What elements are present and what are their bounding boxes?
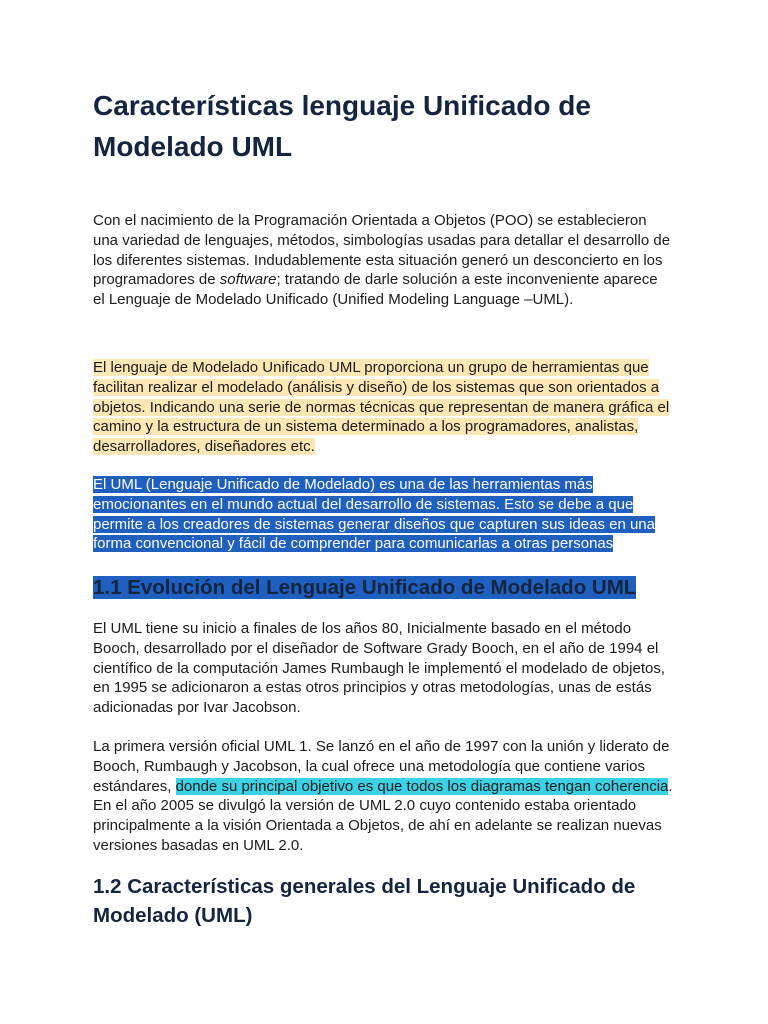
page-title: Características lenguaje Unificado de Modelado UML [93, 90, 591, 162]
history-text: El UML tiene su inicio a finales de los años 80, Inicialmente basado en el método Booch, desarrollado por el diseñador de Software Grady Booch, en el año de 1994 el científico de la computación James Rumbaugh le implementó el modelado de objetos, en 1995 se adicionaron a estas otros principios y otras metodologías, unas de estás adicionadas por Ivar Jacobson. [93, 620, 665, 717]
intro-paragraph [93, 211, 673, 310]
blue-selected-text: El UML (Lenguaje Unificado de Modelado) es una de las herramientas más emocionantes en el mundo actual del desarrollo de sistemas. Esto se debe a que permite a los creadores de sistemas generar diseños que capturen sus ideas en una forma convencional y fácil de comprender para comunicarlas a otras personas [93, 476, 655, 553]
first-version-text-end: . En el año 2005 se divulgó la versión de UML 2.0 cuyo contenido estaba orientado principalmente a la visión Orientada a Objetos, de ahí en adelante se realizan nuevas versiones basadas en UML 2.0. [93, 777, 673, 854]
first-version-paragraph [93, 737, 673, 856]
intro-text-end: ; tratando de darle solución a este inconveniente aparece el Lenguaje de Modelado Unificado (Unified Modeling Language –UML). [93, 271, 658, 309]
section-heading-characteristics: 1.2 Características generales del Lenguaje Unificado de Modelado (UML) [93, 875, 636, 927]
intro-text-start: Con el nacimiento de la Programación Orientada a Objetos (POO) se establecieron una variedad de lenguajes, métodos, simbologías usadas para detallar el desarrollo de los diferentes sistemas. Indudablemente esta situación generó un desconcierto en los programadores de [93, 212, 671, 289]
uml-tools-paragraph [93, 358, 673, 457]
section-heading-evolution-text: 1.1 Evolución del Lenguaje Unificado de Modelado UML [93, 576, 637, 599]
first-version-text-start: La primera versión oficial UML 1. Se lanzó en el año de 1997 con la unión y liderato de Booch, Rumbaugh y Jacobson, la cual ofrece una metodología que contiene varios estándares, [93, 738, 670, 795]
history-paragraph [93, 619, 673, 718]
yellow-highlighted-text: El lenguaje de Modelado Unificado UML proporciona un grupo de herramientas que facilitan realizar el modelado (análisis y diseño) de los sistemas que son orientados a objetos. Indicando una serie de normas técnicas que representan de manera gráfica el camino y la estructura de un sistema determinado a los programadores, analistas, desarrolladores, diseñadores etc. [93, 359, 670, 456]
intro-italic-word: software [219, 271, 277, 289]
uml-exciting-paragraph [93, 475, 673, 554]
cyan-highlighted-text: donde su principal objetivo es que todos los diagramas tengan coherencia [175, 777, 669, 795]
section-heading-evolution [93, 573, 693, 602]
